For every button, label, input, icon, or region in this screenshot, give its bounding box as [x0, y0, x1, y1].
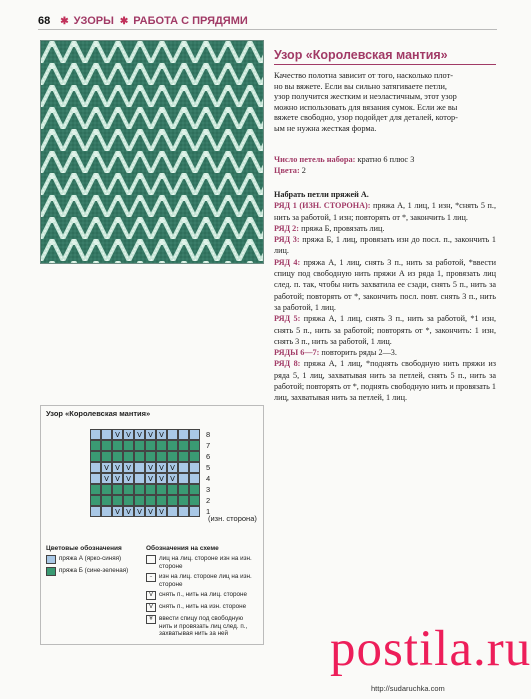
chart-cell	[156, 440, 167, 451]
colors-label: Цвета:	[274, 165, 300, 175]
chart-cell	[145, 484, 156, 495]
chart-cell	[189, 484, 200, 495]
chart-cell	[178, 440, 189, 451]
chart-cell	[167, 429, 178, 440]
chart-cell: V	[156, 462, 167, 473]
chart-cell	[156, 484, 167, 495]
chart-cell	[178, 495, 189, 506]
chart-cell: V	[134, 429, 145, 440]
legend-item: пряжа Б (сине-зеленая)	[46, 567, 138, 576]
chart-cell: V	[145, 506, 156, 517]
chart-cell	[101, 451, 112, 462]
slip-back-symbol-icon: V	[146, 603, 156, 612]
knitted-sample-photo	[40, 40, 264, 264]
symbol-legend-title: Обозначения на схеме	[146, 545, 219, 552]
legend-item: – изн на лиц. стороне лиц на изн. стороне	[146, 573, 258, 588]
chart-cell	[123, 440, 134, 451]
star-icon: ✱	[60, 15, 69, 27]
chart-cell: V	[101, 462, 112, 473]
chart-cell	[101, 495, 112, 506]
chart-cell	[178, 506, 189, 517]
chart-cell	[156, 451, 167, 462]
wrong-side-note: (изн. сторона)	[208, 514, 257, 523]
colors-value: 2	[301, 165, 306, 175]
cast-on-label: Число петель набора:	[274, 155, 356, 164]
chart-cell	[134, 462, 145, 473]
chart-cell	[90, 495, 101, 506]
chart-cell	[90, 506, 101, 517]
cast-on-value: кратно 6 плюс 3	[357, 155, 415, 164]
title-divider	[274, 64, 496, 65]
chart-cell: V	[123, 473, 134, 484]
star-icon: ✱	[119, 15, 129, 27]
watermark-url: http://sudaruchka.com	[371, 684, 445, 693]
chart-cell	[90, 429, 101, 440]
chart-cell: V	[145, 473, 156, 484]
chart-cell	[123, 495, 134, 506]
diagram-title: Узор «Королевская мантия»	[46, 409, 151, 418]
chart-cell	[167, 484, 178, 495]
chart-cell	[167, 440, 178, 451]
chart-cell	[189, 473, 200, 484]
chart-cell	[145, 440, 156, 451]
intro-paragraph	[274, 71, 496, 135]
instructions	[274, 189, 496, 404]
chart-row-number: 8	[206, 430, 211, 439]
chart-cell	[90, 440, 101, 451]
chart-cell	[112, 451, 123, 462]
page-header	[38, 12, 248, 30]
color-swatch	[46, 567, 56, 576]
chart-cell: V	[123, 506, 134, 517]
intro-line: узор получится жестким и неэластичным, этот узор	[274, 92, 457, 102]
chart-cell: V	[101, 473, 112, 484]
intro-line: Качество полотна зависит от того, насколько плот-	[274, 71, 453, 80]
chart-cell: V	[112, 473, 123, 484]
legend-item: V снять п., нить на лиц. стороне	[146, 591, 258, 600]
section-title: УЗОРЫ	[73, 15, 114, 27]
chart-cell: V	[145, 429, 156, 440]
chart-cell: V	[112, 506, 123, 517]
chart-cell	[189, 506, 200, 517]
chart-cell	[167, 451, 178, 462]
chart-cell	[134, 484, 145, 495]
pickup-strand-symbol-icon: ¥	[146, 615, 156, 624]
chart-row-number: 1	[206, 507, 211, 516]
row-instruction: РЯД 1 (ИЗН. СТОРОНА): пряжа А, 1 лиц, 1 изн, *снять 5 п., нить за работой, 1 изн; повторять от *, закончить 1 лиц.	[274, 201, 496, 222]
chart-cell: V	[123, 462, 134, 473]
chart-cell	[112, 484, 123, 495]
chart-cell: V	[156, 429, 167, 440]
chart-cell: V	[112, 429, 123, 440]
chart-cell: V	[123, 429, 134, 440]
intro-line: можно использовать для вязания сумок. Если же вы	[274, 102, 458, 112]
chart-cell: V	[145, 462, 156, 473]
chart-cell	[189, 462, 200, 473]
chart-cell	[145, 451, 156, 462]
chart-cell	[156, 495, 167, 506]
chart-cell	[167, 495, 178, 506]
slip-front-symbol-icon: V	[146, 591, 156, 600]
intro-line: вяжете свободно, узор подойдет для деталей, котор-	[274, 113, 458, 123]
chart-cell: V	[167, 473, 178, 484]
chart-cell	[90, 451, 101, 462]
purl-symbol-icon: –	[146, 573, 156, 582]
chart-cell	[178, 473, 189, 484]
chart-row-number: 7	[206, 441, 211, 450]
intro-line: но вы вяжете. Если вы сильно затягиваете петли,	[274, 81, 447, 91]
subsection-title: РАБОТА С ПРЯДЯМИ	[133, 15, 248, 27]
symbol-legend	[146, 545, 258, 641]
chart-cell	[167, 506, 178, 517]
intro-line: ым не нужна жесткая форма.	[274, 123, 377, 133]
chart-cell	[101, 506, 112, 517]
instructions-lead: Набрать петли пряжей А.	[274, 190, 369, 199]
chart-cell	[145, 495, 156, 506]
chart-cell	[134, 440, 145, 451]
row-instruction: РЯД 5: пряжа А, 1 лиц, снять 3 п., нить за работой, *1 изн, снять 5 п., нить за работой; повторять от *, закончить: 1 изн, снять 3 п., нить за работой, 1 лиц.	[274, 314, 496, 346]
chart-cell	[134, 451, 145, 462]
chart-cell	[112, 440, 123, 451]
color-swatch	[46, 555, 56, 564]
chart-cell: V	[112, 462, 123, 473]
row-instruction: РЯД 4: пряжа А, 1 лиц, снять 3 п., нить за работой, *ввести спицу под свободную нить пряжи А из ряда 1, провязать лиц след. п. так, чтобы нить захватила ее сзади, снять 5 п., нить за работой; повторять от *, закончить посл. повт. снять 3 п., нить за работой, 1 лиц.	[274, 257, 497, 312]
legend-item: V снять п., нить на изн. стороне	[146, 603, 258, 612]
page-number: 68	[38, 15, 51, 27]
chart-cell: V	[134, 506, 145, 517]
chart-cell	[101, 429, 112, 440]
chart-cell	[134, 473, 145, 484]
chart-row-number: 4	[206, 474, 211, 483]
row-instruction: РЯД 2: пряжа Б, провязать лиц.	[274, 223, 385, 233]
row-instruction: РЯД 3: пряжа Б, 1 лиц, провязать изн до посл. п., закончить 1 лиц.	[274, 235, 497, 256]
chart-cell	[90, 473, 101, 484]
chart-row-number: 3	[206, 485, 211, 494]
chart-cell	[189, 451, 200, 462]
chart-cell	[123, 484, 134, 495]
legend-item: ¥ ввести спицу под свободную нить и провязать лиц след. п., захватывая нить за ней	[146, 615, 258, 638]
chart-cell	[112, 495, 123, 506]
chart-cell	[189, 429, 200, 440]
color-legend	[46, 545, 138, 579]
chart-row-number: 2	[206, 496, 211, 505]
chart-cell: V	[156, 473, 167, 484]
row-instruction: РЯДЫ 6—7: повторить ряды 2—3.	[274, 348, 397, 358]
legend-item: лиц на лиц. стороне изн на изн. стороне	[146, 555, 258, 570]
chart-cell	[90, 462, 101, 473]
chart-cell	[178, 484, 189, 495]
chart-cell	[178, 451, 189, 462]
pattern-title: Узор «Королевская мантия»	[274, 48, 448, 62]
chart-cell	[178, 462, 189, 473]
chart-cell	[101, 440, 112, 451]
header-divider	[38, 29, 497, 30]
pattern-specs	[274, 155, 496, 176]
chart-cell	[90, 484, 101, 495]
chart-cell	[189, 495, 200, 506]
chart-cell	[189, 440, 200, 451]
chart-cell	[101, 484, 112, 495]
knit-symbol-icon	[146, 555, 156, 564]
chart-cell: V	[167, 462, 178, 473]
legend-item: пряжа А (ярко-синяя)	[46, 555, 138, 564]
color-legend-title: Цветовые обозначения	[46, 545, 122, 552]
chart-cell: V	[156, 506, 167, 517]
chart-cell	[123, 451, 134, 462]
watermark-brand: postila.ru	[330, 621, 531, 677]
chart-row-number: 6	[206, 452, 211, 461]
chart-row-number: 5	[206, 463, 211, 472]
row-instruction: РЯД 8: пряжа А, 1 лиц, *поднять свободную нить пряжи из ряда 5, 1 лиц, захватывая нить за петлей, снять 5 п., нить за работой; повторять от *, поднять свободную нить и провязать 1 лиц, захватывая нить за петлей, 1 лиц.	[274, 359, 496, 403]
chart-cell	[134, 495, 145, 506]
chart-cell	[178, 429, 189, 440]
